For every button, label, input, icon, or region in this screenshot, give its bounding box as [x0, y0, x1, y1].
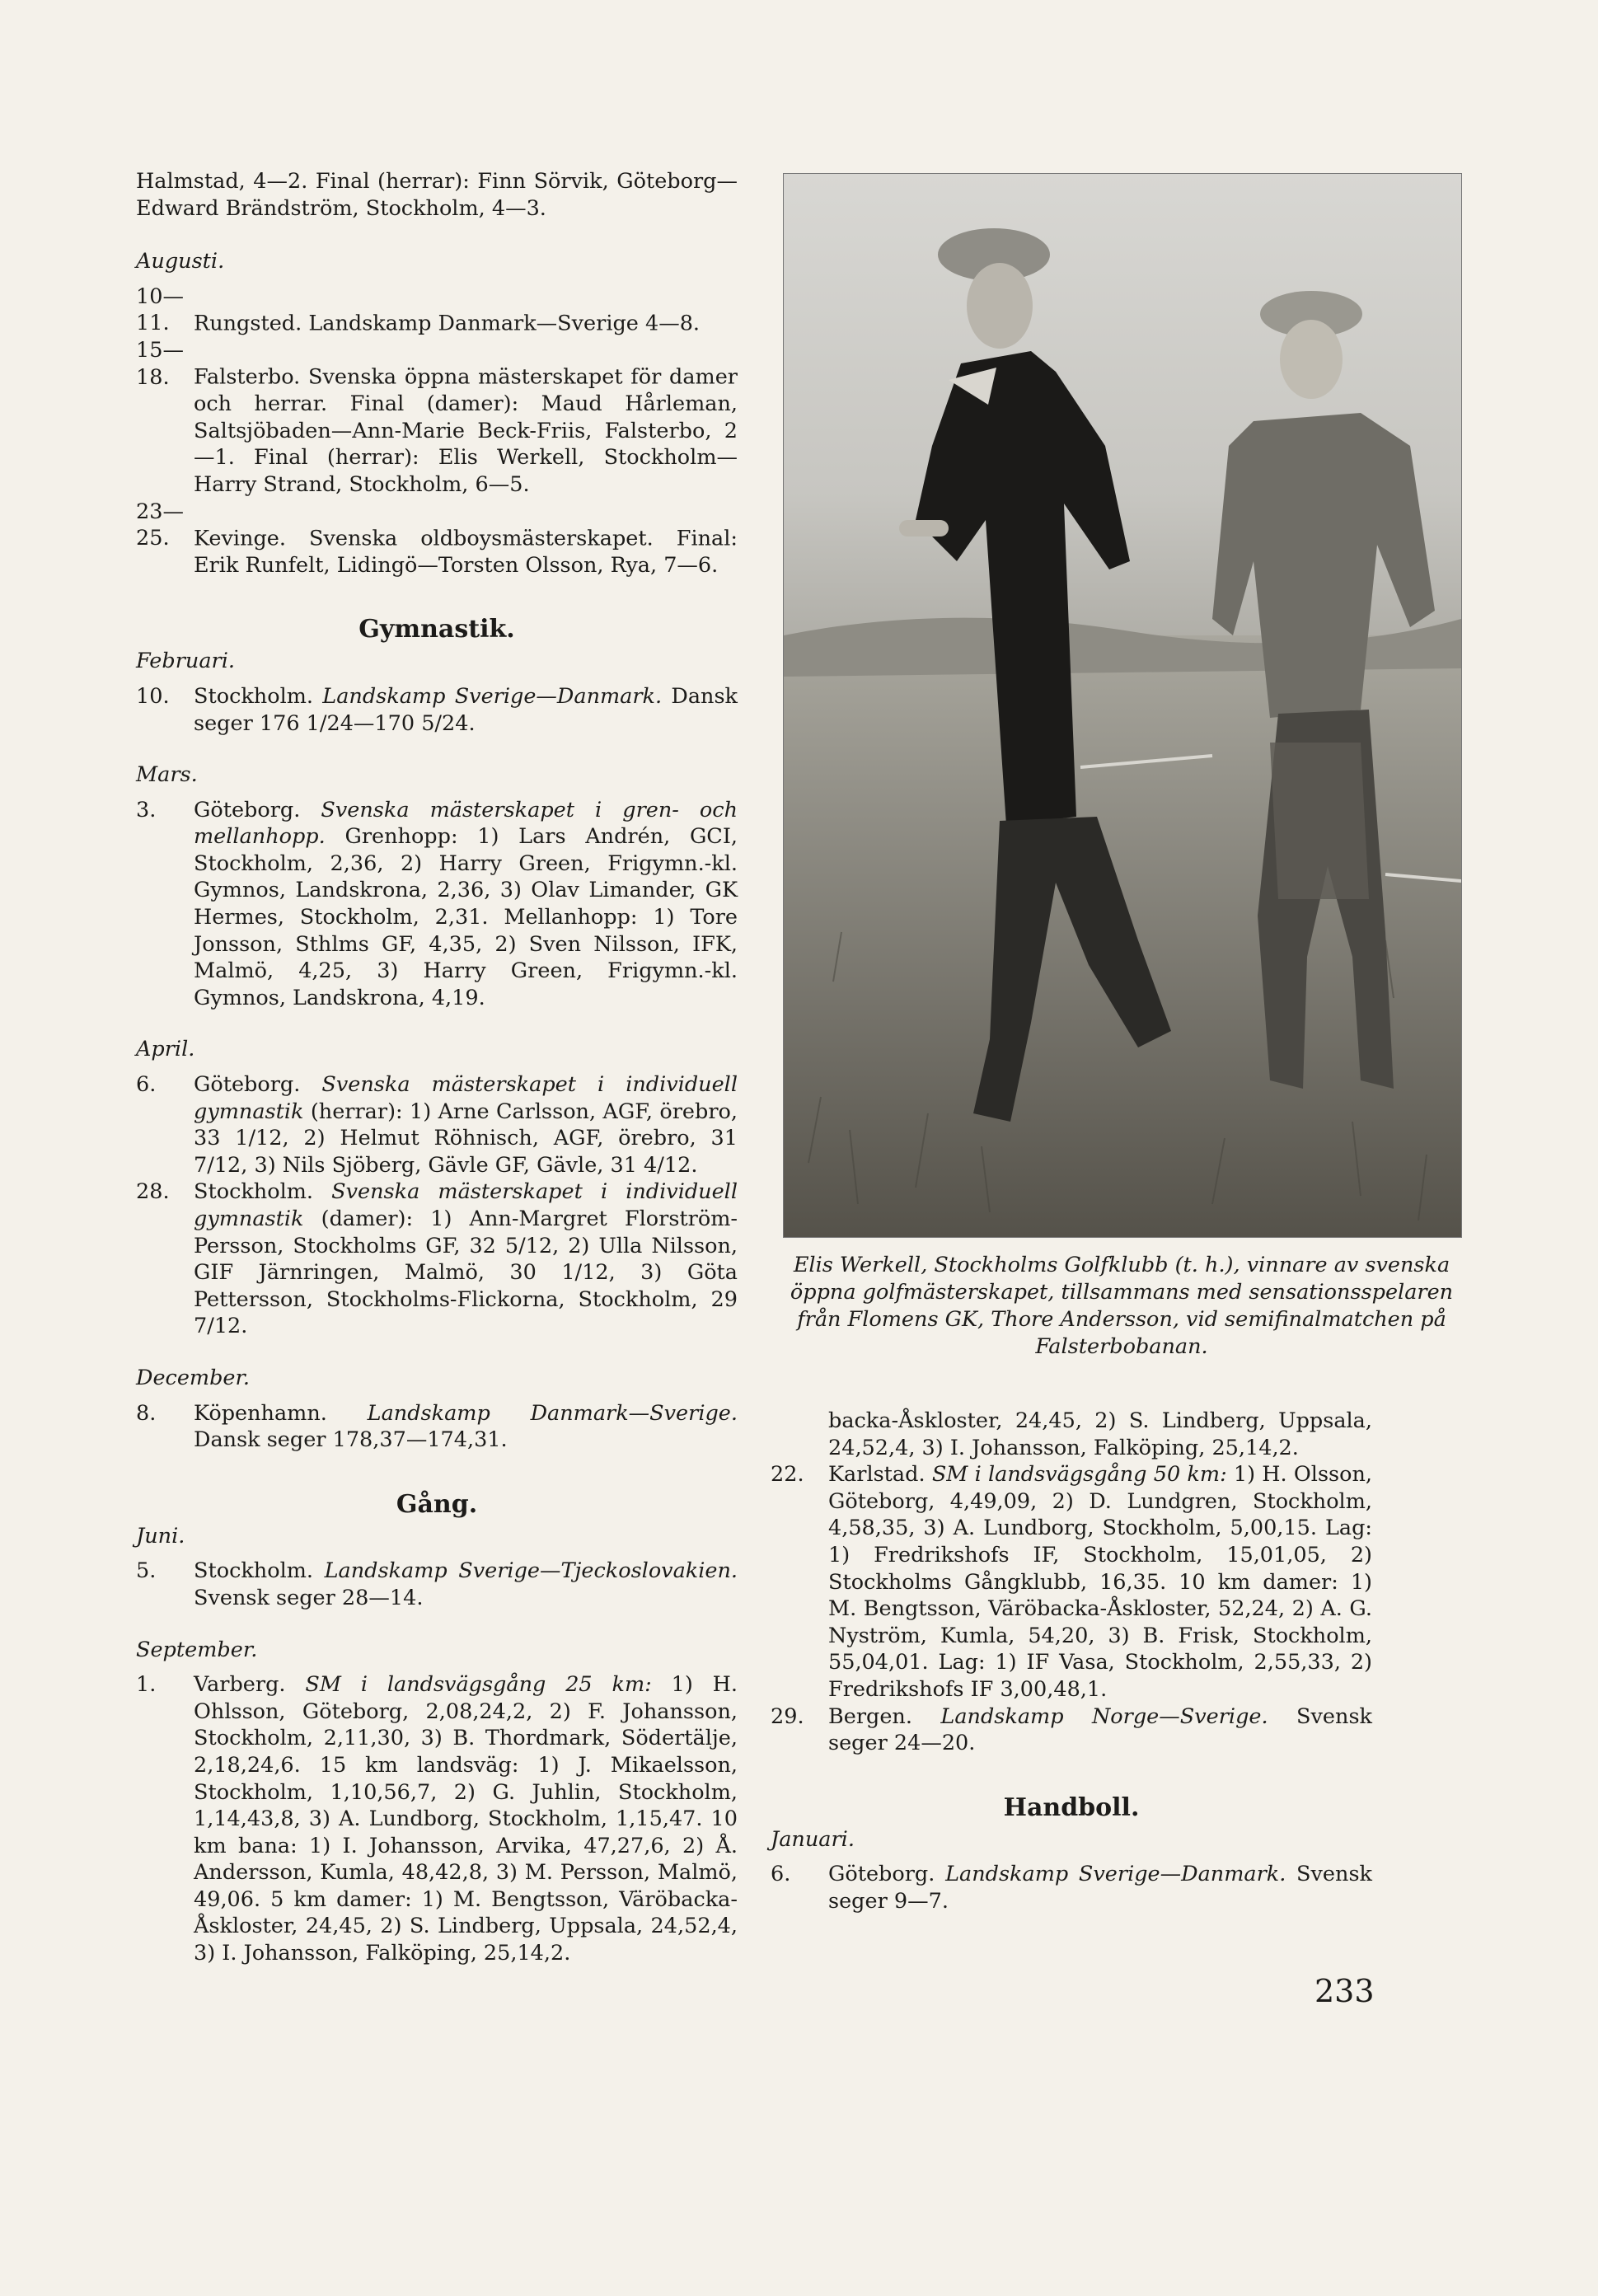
entry-event: SM i landsvägsgång 25 km:: [305, 1672, 652, 1698]
entry-place: Göteborg.: [194, 797, 321, 822]
entry-result: Grenhopp: 1) Lars Andrén, GCI, Stockholm, 2,36, 2) Harry Green, Frigymn.-kl. Gymnos, Landskrona, 2,36, 3) Olav Limander, GK Hermes, Stockholm, 2,31. Mellanhopp: 1) Tore Jonsson, Sthlms GF, 4,35, 2) Sven Nilsson, IFK, Malmö, 4,25, 3) Harry Green, Frigymn.-kl. Gymnos, Landskrona, 4,19.: [194, 824, 738, 1010]
entry-result: Dansk seger 178,37—174,31.: [194, 1427, 508, 1453]
entry-gang-29: [771, 1703, 1372, 1757]
section-heading-handboll: Handboll.: [1003, 1792, 1140, 1822]
entry-event: Svenska mästerskapet i individuell gymnastik: [194, 1072, 738, 1124]
entry-number: 10—11.: [136, 283, 184, 336]
entry-result: (damer): 1) Ann-Margret Florström-Persson, Stockholms GF, 32 5/12, 2) Ulla Nilsson, GIF Järnringen, Malmö, 30 1/12, 3) Göta Pettersson, Stockholms-Flickorna, Stockholm, 29 7/12.: [194, 1207, 738, 1339]
continuation-paragraph: backa-Åskloster, 24,45, 2) S. Lindberg, Uppsala, 24,52,4, 3) I. Johansson, Falköping, 25,14,2.: [828, 1408, 1372, 1460]
right-column: [771, 1408, 1372, 1915]
entry-result: Dansk seger 176 1/24—170 5/24.: [194, 683, 738, 736]
entry-text: Falsterbo. Svenska öppna mästerskapet för damer och herrar. Final (damer): Maud Hårleman, Saltsjöbaden—Ann-Marie Beck-Friis, Falsterbo, 2—1. Final (herrar): Elis Werkell, Stockholm—Harry Strand, Stockholm, 6—5.: [194, 364, 738, 497]
entry-gang-22: [771, 1461, 1372, 1703]
entry-number: 15—18.: [136, 337, 184, 390]
entry-augusti-1: [136, 283, 738, 337]
entry-number: 6.: [771, 1862, 791, 1887]
entry-number: 10.: [136, 683, 170, 709]
entry-number: 28.: [136, 1179, 170, 1205]
entry-number: 5.: [136, 1558, 157, 1584]
month-label-januari: Januari.: [771, 1826, 855, 1852]
photo-caption: Elis Werkell, Stockholms Golfklubb (t. h.), vinnare av svenska öppna golfmästerskapet, tillsammans med sensationsspelaren från Flomens GK, Thore Andersson, vid semifinalmatchen på Falsterbobanan.: [790, 1253, 1454, 1359]
entry-augusti-3: [136, 499, 738, 579]
golf-photo: [783, 173, 1462, 1238]
entry-number: 29.: [771, 1703, 804, 1729]
entry-result: 1) H. Ohlsson, Göteborg, 2,08,24,2, 2) F. Johansson, Stockholm, 2,11,30, 3) B. Thordmark, Södertälje, 2,18,24,6. 15 km landsväg: 1) J. Mikaelsson, Stockholm, 1,10,56,7, 2) G. Juhlin, Stockholm, 1,14,43,8, 3) A. Lundborg, Stockholm, 1,15,47. 10 km bana: 1) I. Johansson, Arvika, 47,27,6, 2) Å. Andersson, Kumla, 48,42,8, 3) M. Persson, Malmö, 49,06. 5 km damer: 1) M. Bengtsson, Väröbacka-Åskloster, 24,45, 2) S. Lindberg, Uppsala, 24,52,4, 3) I. Johansson, Falköping, 25,14,2.: [194, 1672, 738, 1966]
month-label-december: December.: [136, 1365, 250, 1390]
entry-januari: [771, 1861, 1372, 1914]
entry-result: (herrar): 1) Arne Carlsson, AGF, örebro, 33 1/12, 2) Helmut Röhnisch, AGF, örebro, 31 7/12, 3) Nils Sjöberg, Gävle GF, Gävle, 31 4/12.: [194, 1099, 738, 1178]
page-number: 233: [1314, 1973, 1375, 2009]
section-heading-gymnastik: Gymnastik.: [358, 615, 515, 644]
entry-number: 3.: [136, 797, 157, 822]
entry-number: 23—25.: [136, 499, 184, 551]
entry-event: SM i landsvägsgång 50 km:: [931, 1462, 1227, 1488]
entry-april-1: [136, 1071, 738, 1178]
entry-december: [136, 1400, 738, 1454]
entry-place: Bergen.: [828, 1703, 941, 1729]
entry-number: 8.: [136, 1400, 157, 1426]
entry-result: Svensk seger 28—14.: [194, 1585, 424, 1610]
entry-number: 6.: [136, 1072, 157, 1098]
entry-augusti-2: [136, 337, 738, 499]
month-label-juni: Juni.: [136, 1523, 185, 1549]
entry-place: Stockholm.: [194, 683, 323, 709]
entry-september: [136, 1671, 738, 1967]
section-heading-gang: Gång.: [396, 1489, 478, 1519]
golfers-illustration: [784, 174, 1461, 1237]
entry-place: Köpenhamn.: [194, 1400, 368, 1426]
entry-result: Svensk seger 24—20.: [828, 1703, 1372, 1756]
entry-event: Svenska mästerskapet i individuell gymnastik: [194, 1179, 738, 1231]
entry-number: 22.: [771, 1462, 804, 1488]
entry-februari: [136, 683, 738, 737]
entry-place: Stockholm.: [194, 1179, 332, 1205]
entry-event: Landskamp Norge—Sverige.: [940, 1703, 1268, 1729]
entry-text: Kevinge. Svenska oldboysmästerskapet. Final: Erik Runfelt, Lidingö—Torsten Olsson, Rya, 7—6.: [194, 526, 738, 578]
entry-event: Svenska mästerskapet i gren- och mellanhopp.: [194, 797, 738, 850]
month-label-februari: Februari.: [136, 649, 235, 674]
month-label-september: September.: [136, 1637, 258, 1662]
entry-number: 1.: [136, 1672, 157, 1698]
intro-paragraph: Halmstad, 4—2. Final (herrar): Finn Sörvik, Göteborg—Edward Brändström, Stockholm, 4—3.: [136, 169, 738, 221]
month-label-april: April.: [136, 1037, 195, 1062]
entry-event: Landskamp Danmark—Sverige.: [367, 1400, 738, 1426]
entry-place: Varberg.: [194, 1672, 306, 1698]
entry-event: Landskamp Sverige—Danmark.: [322, 683, 663, 709]
entry-place: Göteborg.: [828, 1862, 946, 1887]
entry-april-2: [136, 1178, 738, 1340]
entry-place: Göteborg.: [194, 1072, 322, 1098]
entry-place: Karlstad.: [828, 1462, 932, 1488]
entry-event: Landskamp Sverige—Danmark.: [945, 1862, 1286, 1887]
month-label-mars: Mars.: [136, 762, 198, 788]
left-column: [136, 168, 738, 1967]
entry-result: Svensk seger 9—7.: [828, 1862, 1372, 1914]
month-label-augusti: Augusti.: [136, 249, 225, 274]
entry-place: Stockholm.: [194, 1558, 325, 1584]
entry-mars: [136, 797, 738, 1012]
entry-event: Landskamp Sverige—Tjeckoslovakien.: [324, 1558, 738, 1584]
entry-juni: [136, 1558, 738, 1611]
entry-result: 1) H. Olsson, Göteborg, 4,49,09, 2) D. Lundgren, Stockholm, 4,58,35, 3) A. Lundborg, Stockholm, 5,00,15. Lag: 1) Fredrikshofs IF, Stockholm, 15,01,05, 2) Stockholms Gångklubb, 16,35. 10 km damer: 1) M. Bengtsson, Väröbacka-Åskloster, 52,24, 2) A. G. Nyström, Kumla, 54,20, 3) B. Frisk, Stockholm, 55,04,01. Lag: 1) IF Vasa, Stockholm, 2,55,33, 2) Fredrikshofs IF 3,00,48,1.: [828, 1462, 1373, 1702]
entry-text: Rungsted. Landskamp Danmark—Sverige 4—8.: [194, 311, 701, 336]
